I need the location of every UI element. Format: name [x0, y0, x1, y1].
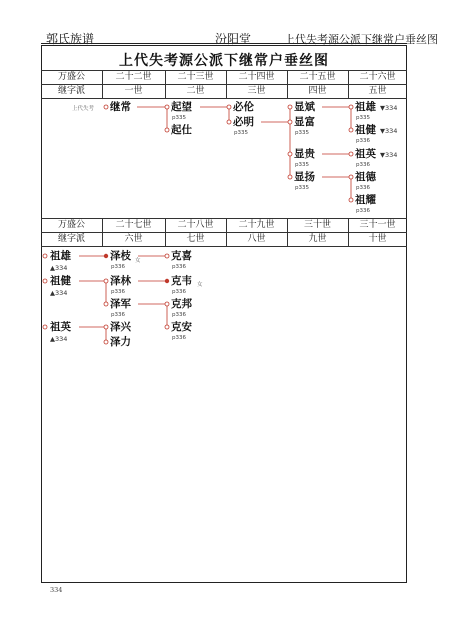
person-zeli: 泽力 [110, 336, 131, 348]
sequence-header: 一世 [124, 86, 143, 96]
page-ref: p336 [172, 312, 186, 318]
ancestor-note: 上代失考 [72, 106, 95, 112]
page-number: 334 [50, 586, 63, 594]
person-jichang: 继常 [110, 101, 131, 113]
person-zexing: 泽兴 [110, 321, 131, 333]
page-ref: p336 [172, 289, 186, 295]
page-ref: p336 [111, 264, 125, 270]
person-zuxiong: 祖雄 [50, 250, 71, 262]
person-zujian: 祖健 [50, 275, 71, 287]
generation-header: 二十四世 [238, 72, 275, 82]
cross-ref: ▲334 [50, 264, 68, 272]
sequence-header: 六世 [124, 234, 143, 244]
person-qishi: 起仕 [171, 124, 192, 136]
person-kebang: 克邦 [171, 298, 192, 310]
person-zuying: 祖英 [355, 148, 376, 160]
page-ref: p335 [356, 115, 370, 121]
page-ref: p336 [356, 208, 370, 214]
page-ref: p336 [356, 185, 370, 191]
sequence-header: 五世 [368, 86, 387, 96]
person-kewei: 克韦 [171, 275, 192, 287]
person-xianyang: 显扬 [294, 171, 315, 183]
chart-title: 上代失考源公派下继常户垂丝图 [119, 53, 329, 69]
header-clan-book-title: 郭氏族谱 [46, 32, 95, 46]
person-xianbin: 显斌 [294, 101, 315, 113]
sect-label: 继字派 [57, 86, 85, 96]
sect-label: 继字派 [57, 234, 85, 244]
generation-header: 三十世 [303, 220, 331, 230]
page-ref: p336 [172, 264, 186, 270]
sequence-header: 七世 [186, 234, 205, 244]
person-kexi: 克喜 [171, 250, 192, 262]
generation-header: 二十五世 [299, 72, 336, 82]
person-bilun: 必伦 [233, 101, 254, 113]
generation-header: 二十二世 [115, 72, 152, 82]
person-zuying: 祖英 [50, 321, 71, 333]
sequence-header: 十世 [368, 234, 387, 244]
header-chart-title: 上代失考源公派下继常户垂丝图 [284, 33, 438, 46]
person-kean: 克安 [171, 321, 192, 333]
cross-ref: ▼334 [380, 104, 398, 112]
person-qiwang: 起望 [171, 101, 192, 113]
page-ref: p336 [111, 312, 125, 318]
sequence-header: 四世 [308, 86, 327, 96]
person-zude: 祖德 [355, 171, 376, 183]
sequence-header: 二世 [186, 86, 205, 96]
page-ref: p335 [172, 115, 186, 121]
cross-ref: ▼334 [380, 127, 398, 135]
sequence-header: 九世 [308, 234, 327, 244]
cross-ref: ▲334 [50, 289, 68, 297]
page-ref: p336 [172, 335, 186, 341]
generation-header: 三十一世 [359, 220, 396, 230]
generation-header: 二十九世 [238, 220, 275, 230]
gen-label: 万盛公 [57, 220, 85, 230]
page-ref: p335 [295, 162, 309, 168]
sequence-header: 八世 [247, 234, 266, 244]
sequence-header: 三世 [247, 86, 266, 96]
person-zujian: 祖健 [355, 124, 376, 136]
header-hall-name: 汾阳堂 [215, 32, 252, 46]
generation-header: 二十七世 [115, 220, 152, 230]
person-zuyao: 祖耀 [355, 194, 376, 206]
person-zuxiong: 祖雄 [355, 101, 376, 113]
page-ref: p336 [356, 138, 370, 144]
cross-ref: ▲334 [50, 335, 68, 343]
cross-ref: ▼334 [380, 151, 398, 159]
person-zezhi: 泽枝 [110, 250, 131, 262]
person-biming: 必明 [233, 116, 254, 128]
page-ref: p335 [295, 130, 309, 136]
gen-label: 万盛公 [57, 72, 85, 82]
person-xiangui: 显贵 [294, 148, 315, 160]
page-ref: p336 [356, 162, 370, 168]
person-zelin: 泽林 [110, 275, 131, 287]
person-zejun: 泽军 [110, 298, 131, 310]
generation-header: 二十三世 [177, 72, 214, 82]
page-ref: p335 [234, 130, 248, 136]
page-ref: p335 [295, 185, 309, 191]
generation-header: 二十八世 [177, 220, 214, 230]
page-ref: p336 [111, 289, 125, 295]
generation-header: 二十六世 [359, 72, 396, 82]
gender-note: 女 [135, 258, 141, 264]
gender-note: 女 [197, 282, 203, 288]
person-xianfu: 显富 [294, 116, 315, 128]
